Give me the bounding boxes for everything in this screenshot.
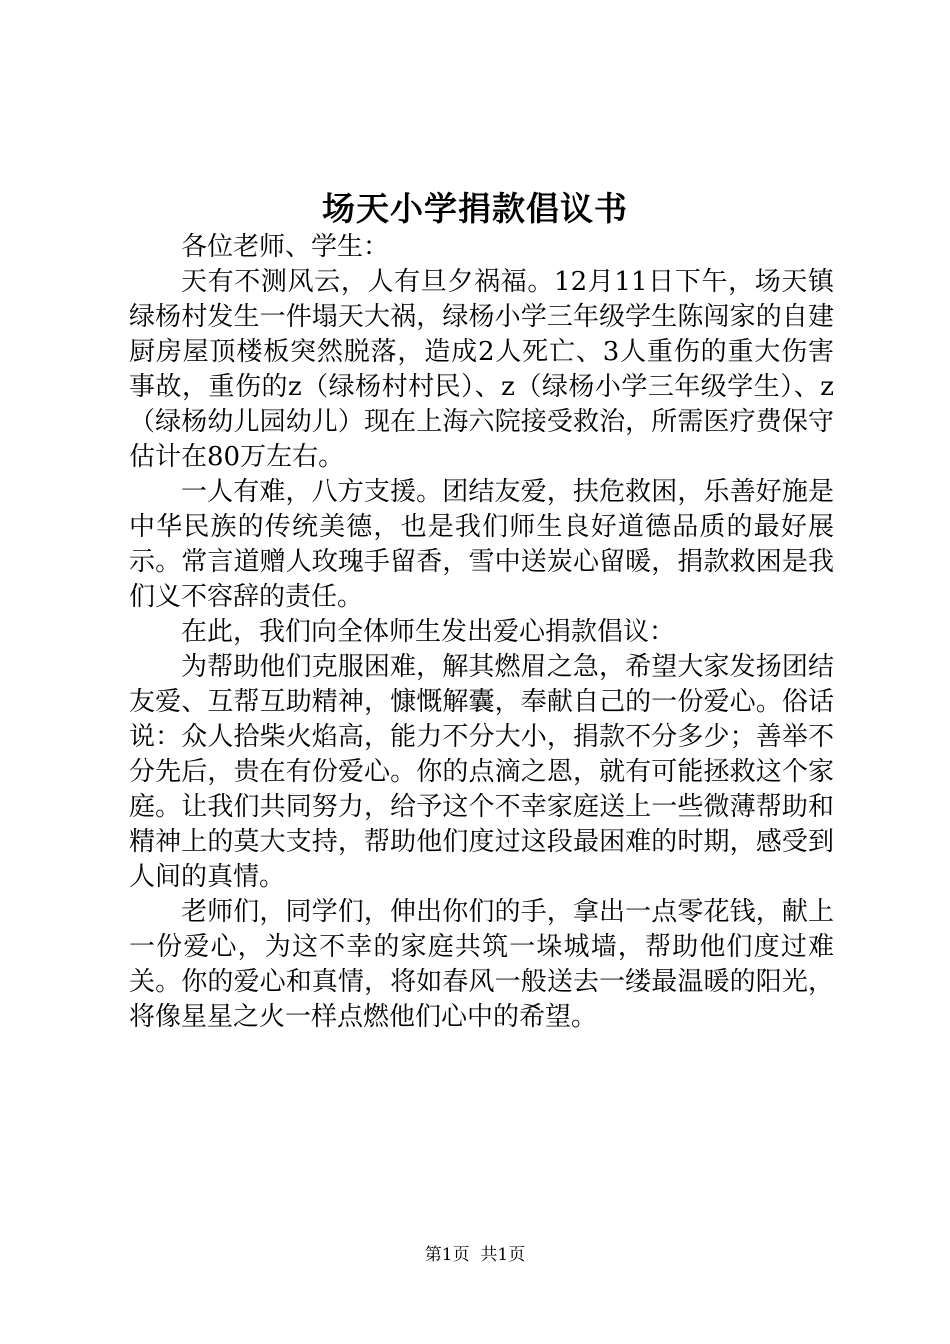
paragraph-appeal: 为帮助他们克服困难，解其燃眉之急，希望大家发扬团结友爱、互帮互助精神，慷慨解囊，奉献自己的一份爱心。俗话说：众人拾柴火焰高，能力不分大小，捐款不分多少；善举不分先后，贵在有份爱心。你的点滴之恩，就有可能拯救这个家庭。让我们共同努力，给予这个不幸家庭送上一些微薄帮助和精神上的莫大支持，帮助他们度过这段最困难的时期，感受到人间的真情。	[129, 652, 834, 892]
paragraph-closing: 老师们，同学们，伸出你们的手，拿出一点零花钱，献上一份爱心，为这不幸的家庭共筑一垛城墙，帮助他们度过难关。你的爱心和真情，将如春风一般送去一缕最温暖的阳光，将像星星之火一样点燃他们心中的希望。	[129, 897, 834, 1032]
paragraph-virtue: 一人有难，八方支援。团结友爱，扶危救困，乐善好施是中华民族的传统美德，也是我们师生良好道德品质的最好展示。常言道赠人玫瑰手留香，雪中送炭心留暖，捐款救困是我们义不容辞的责任。	[129, 477, 834, 612]
document-body	[129, 230, 834, 1035]
page-total: 共1页	[480, 1245, 526, 1265]
paragraph-incident: 天有不测风云，人有旦夕祸福。12月11日下午，场天镇绿杨村发生一件塌天大祸，绿杨小学三年级学生陈闯家的自建厨房屋顶楼板突然脱落，造成2人死亡、3人重伤的重大伤害事故，重伤的z（绿杨村村民）、z（绿杨小学三年级学生）、z（绿杨幼儿园幼儿）现在上海六院接受救治，所需医疗费保守估计在80万左右。	[129, 267, 834, 472]
document-title: 场天小学捐款倡议书	[322, 189, 628, 228]
salutation: 各位老师、学生：	[181, 232, 390, 262]
page-footer	[0, 1243, 950, 1267]
paragraph-proposal: 在此，我们向全体师生发出爱心捐款倡议：	[181, 617, 676, 647]
page-number: 第1页	[424, 1245, 470, 1265]
